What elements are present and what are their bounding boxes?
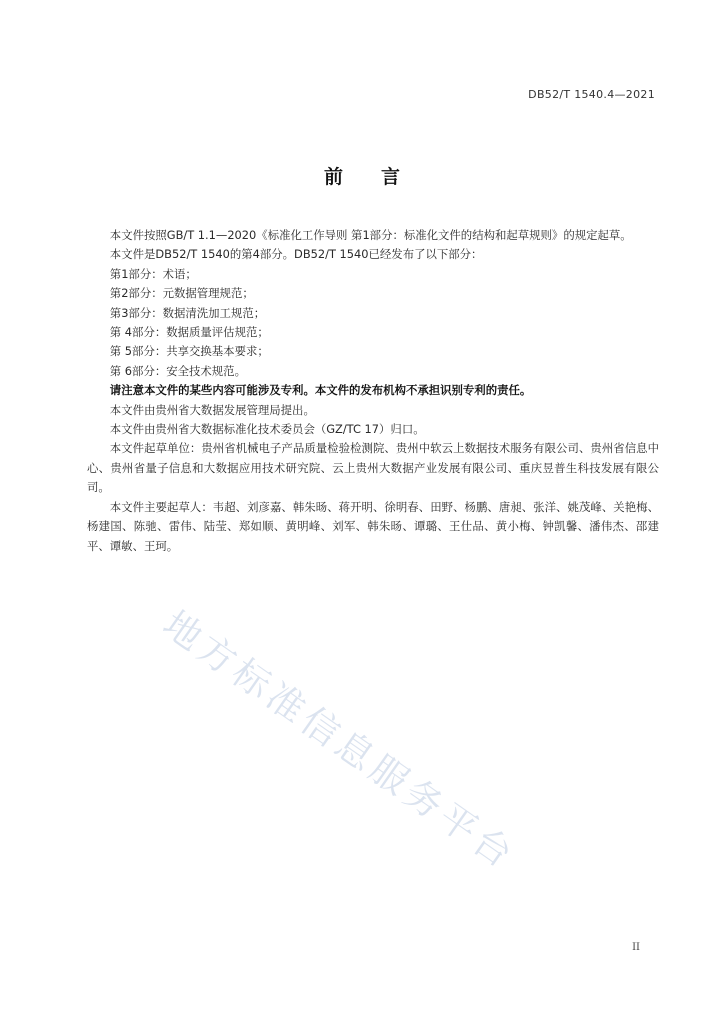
foreword-body <box>87 226 659 556</box>
paragraph-drafting-rules: 本文件按照GB/T 1.1—2020《标准化工作导则 第1部分：标准化文件的结构和起草规则》的规定起草。 <box>109 228 632 242</box>
watermark: 地方标准信息服务平台 <box>155 602 524 879</box>
list-item-part-5: 第 5部分：共享交换基本要求； <box>109 344 269 359</box>
paragraph-drafters: 本文件主要起草人：韦超、刘彦嘉、韩朱旸、蒋开明、徐明春、田野、杨鹏、唐昶、张洋、姚茂峰、关艳梅、杨建国、陈驰、雷伟、陆莹、郑如顺、黄明峰、刘军、韩朱旸、谭璐、王仕品、黄小梅、钟凯馨、潘伟杰、邵建平、谭敏、王珂。 <box>87 499 659 553</box>
paragraph-proposer: 本文件由贵州省大数据发展管理局提出。 <box>109 402 315 417</box>
patent-notice: 请注意本文件的某些内容可能涉及专利。本文件的发布机构不承担识别专利的责任。 <box>109 383 532 398</box>
list-item-part-4: 第 4部分：数据质量评估规范； <box>109 325 269 340</box>
title-char-2: 言 <box>381 166 401 188</box>
list-item-part-1: 第1部分：术语； <box>109 266 197 281</box>
paragraph-part-intro: 本文件是DB52/T 1540的第4部分。DB52/T 1540已经发布了以下部分： <box>109 247 483 262</box>
list-item-part-3: 第3部分：数据清洗加工规范； <box>109 305 266 320</box>
page-number: II <box>632 942 640 953</box>
paragraph-drafting-units: 本文件起草单位：贵州省机械电子产品质量检验检测院、贵州中软云上数据技术服务有限公司、贵州省信息中心、贵州省量子信息和大数据应用技术研究院、云上贵州大数据产业发展有限公司、重庆昱普生科技发展有限公司。 <box>87 441 659 495</box>
page-title <box>0 162 724 189</box>
title-char-1: 前 <box>323 166 343 188</box>
list-item-part-6: 第 6部分：安全技术规范。 <box>109 363 246 378</box>
list-item-part-2: 第2部分：元数据管理规范； <box>109 286 254 301</box>
paragraph-committee: 本文件由贵州省大数据标准化技术委员会（GZ/TC 17）归口。 <box>109 422 425 437</box>
standard-code: DB52/T 1540.4—2021 <box>528 88 655 101</box>
